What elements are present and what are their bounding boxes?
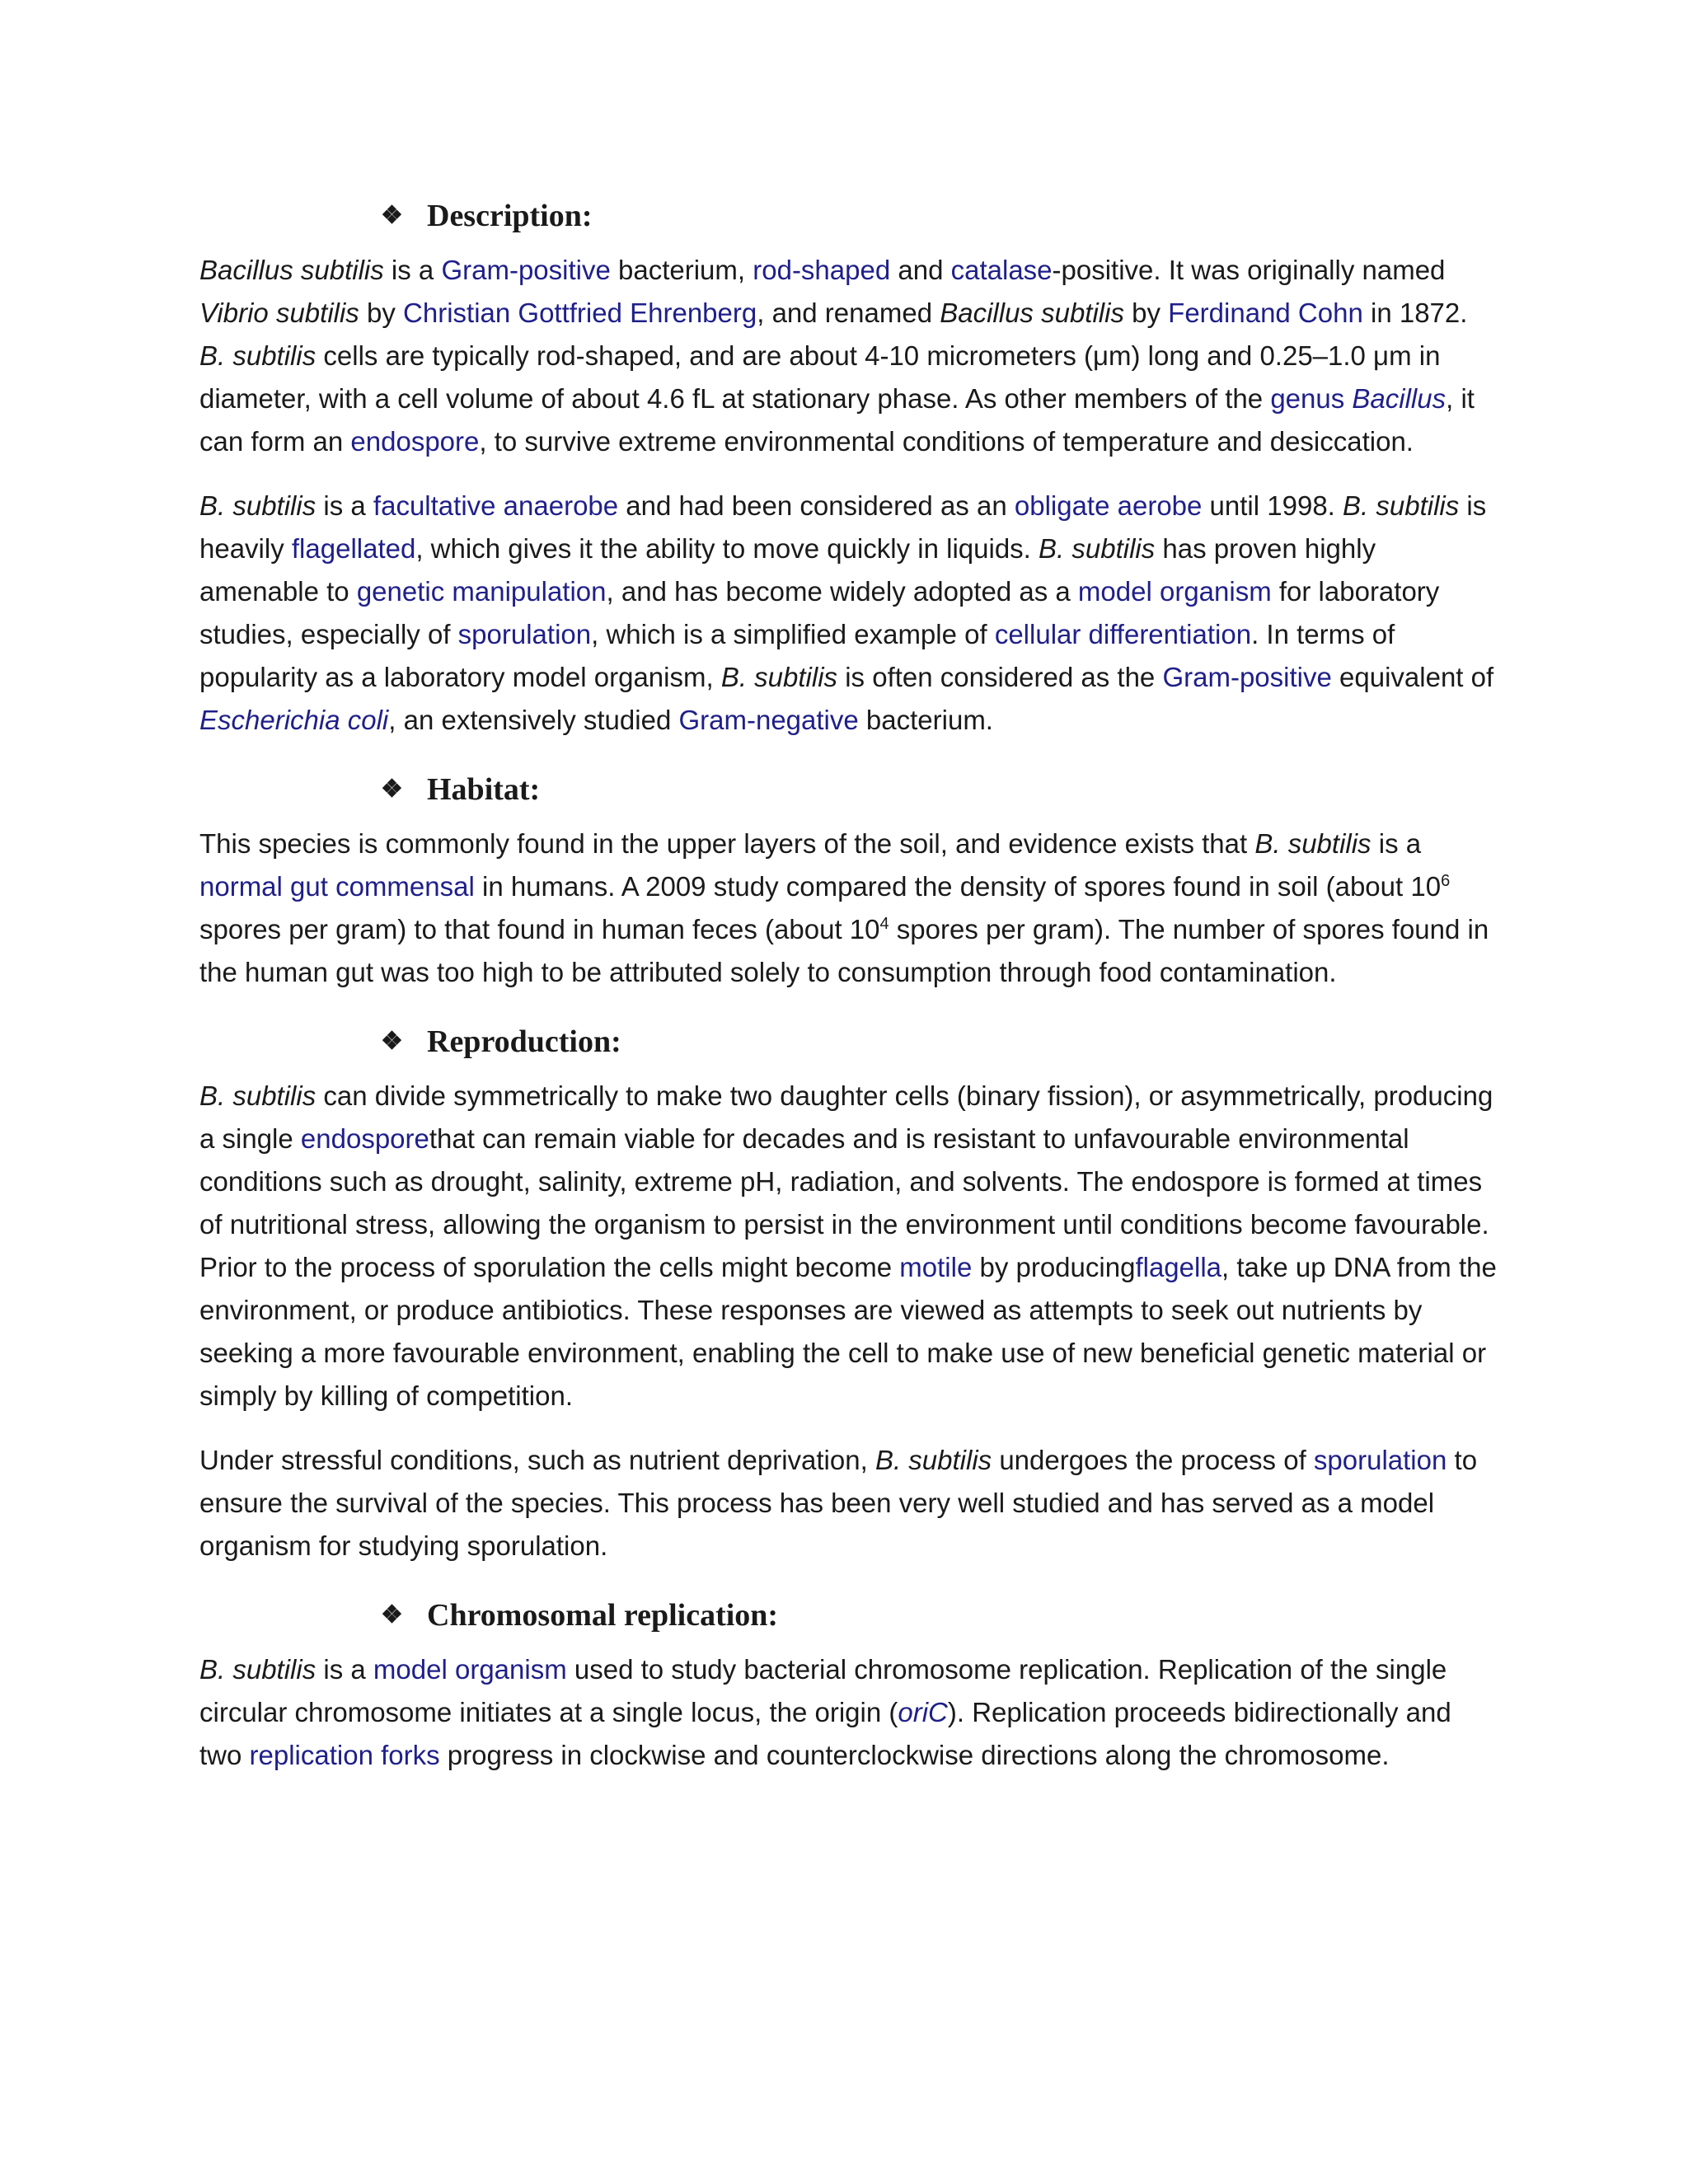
section-paragraph [199, 1648, 1498, 1777]
superscript: 4 [879, 915, 889, 933]
italic-text: B. subtilis [1039, 533, 1156, 564]
hyperlink[interactable]: genetic manipulation [356, 576, 607, 607]
section-title: Description: [427, 199, 593, 233]
bullet-diamond-icon: ❖ [381, 202, 403, 229]
text-run: progress in clockwise and counterclockwise directions along the chromosome. [439, 1740, 1390, 1770]
italic-text: B. subtilis [1343, 490, 1460, 521]
text-run: for laboratory studies, especially of [199, 576, 1440, 649]
hyperlink[interactable]: flagellated [291, 533, 416, 564]
section-title: Habitat: [427, 772, 541, 807]
text-run: undergoes the process of [992, 1445, 1314, 1475]
text-run: ). Replication proceeds bidirectionally and two [199, 1697, 1451, 1770]
italic-text: B. subtilis [874, 1445, 992, 1475]
italic-text: B. subtilis [1254, 828, 1372, 859]
text-run: , to survive extreme environmental conditions of temperature and desiccation. [479, 426, 1414, 457]
text-run: bacterium, [610, 255, 753, 285]
text-run: by producing [972, 1252, 1136, 1282]
text-run: equivalent of [1331, 662, 1494, 692]
italic-text: B. subtilis [199, 340, 316, 371]
text-run: and [890, 255, 951, 285]
hyperlink[interactable]: Escherichia coli [199, 705, 389, 735]
hyperlink[interactable]: sporulation [1313, 1445, 1447, 1475]
document-body [199, 190, 1498, 1798]
superscript: 6 [1441, 872, 1451, 890]
text-run: , and has become widely adopted as a [606, 576, 1078, 607]
text-run: spores per gram) to that found in human feces (about 10 [199, 914, 880, 944]
text-run: . In terms of popularity as a laboratory model organism, [199, 619, 1395, 692]
hyperlink[interactable]: endospore [300, 1123, 429, 1154]
text-run: This species is commonly found in the upper layers of the soil, and evidence exists that [199, 828, 1255, 859]
text-run: is often considered as the [837, 662, 1163, 692]
hyperlink[interactable]: cellular differentiation [994, 619, 1252, 649]
italic-text: Vibrio subtilis [199, 298, 359, 328]
bullet-diamond-icon: ❖ [381, 1028, 403, 1055]
text-run: -positive. It was originally named [1052, 255, 1446, 285]
hyperlink[interactable]: endospore [350, 426, 480, 457]
text-run: is a [1371, 828, 1422, 859]
italic-text: B. subtilis [199, 1080, 316, 1111]
italic-text: Bacillus subtilis [940, 298, 1124, 328]
section-paragraph [199, 249, 1498, 463]
section-paragraph [199, 1439, 1498, 1568]
text-run: by [1123, 298, 1169, 328]
text-run: to ensure the survival of the species. This process has been very well studied and has served as a model organism for studying sporulation. [199, 1445, 1478, 1561]
hyperlink[interactable]: rod-shaped [753, 255, 891, 285]
text-run: , and renamed [757, 298, 940, 328]
hyperlink[interactable]: Christian Gottfried Ehrenberg [403, 298, 757, 328]
text-run: has proven highly amenable to [199, 533, 1376, 607]
hyperlink[interactable]: flagella [1135, 1252, 1222, 1282]
hyperlink[interactable]: catalase [950, 255, 1053, 285]
section-heading [381, 763, 1498, 816]
hyperlink[interactable]: replication forks [249, 1740, 440, 1770]
italic-text: B. subtilis [199, 1654, 316, 1685]
italic-text: Bacillus subtilis [199, 255, 384, 285]
text-run: in humans. A 2009 study compared the density of spores found in soil (about 10 [474, 871, 1442, 902]
hyperlink[interactable]: oriC [898, 1697, 948, 1727]
section-paragraph [199, 1075, 1498, 1418]
section-paragraph [199, 823, 1498, 994]
text-run: , an extensively studied [388, 705, 679, 735]
text-run: is a [316, 1654, 373, 1685]
hyperlink[interactable]: Gram-positive [441, 255, 611, 285]
text-run: is heavily [199, 490, 1487, 564]
hyperlink[interactable]: Gram-negative [678, 705, 859, 735]
text-run: , which gives it the ability to move quickly in liquids. [415, 533, 1039, 564]
hyperlink[interactable]: facultative anaerobe [373, 490, 619, 521]
hyperlink[interactable]: Gram-positive [1162, 662, 1332, 692]
section-heading [381, 1015, 1498, 1068]
bullet-diamond-icon: ❖ [381, 776, 403, 803]
bullet-diamond-icon: ❖ [381, 1601, 403, 1629]
hyperlink[interactable]: genus [1270, 383, 1353, 414]
text-run: spores per gram). The number of spores found in the human gut was too high to be attributed solely to consumption through food contamination. [199, 914, 1489, 987]
text-run: can divide symmetrically to make two daughter cells (binary fission), or asymmetrically, producing a single [199, 1080, 1493, 1154]
text-run: until 1998. [1202, 490, 1343, 521]
section-title: Chromosomal replication: [427, 1598, 779, 1633]
text-run: , take up DNA from the environment, or produce antibiotics. These responses are viewed as attempts to seek out nutrients by seeking a more favourable environment, enabling the cell to make use of new beneficial genetic material or simply by killing of competition. [199, 1252, 1497, 1411]
hyperlink[interactable]: Bacillus [1352, 383, 1447, 414]
text-run: by [359, 298, 404, 328]
hyperlink[interactable]: Ferdinand Cohn [1168, 298, 1363, 328]
section-title: Reproduction: [427, 1024, 621, 1059]
hyperlink[interactable]: sporulation [457, 619, 592, 649]
text-run: is a [383, 255, 442, 285]
text-run: used to study bacterial chromosome replication. Replication of the single circular chromosome initiates at a single locus, the origin ( [199, 1654, 1447, 1727]
text-run: is a [316, 490, 373, 521]
text-run: , which is a simplified example of [591, 619, 995, 649]
hyperlink[interactable]: motile [899, 1252, 973, 1282]
text-run: Under stressful conditions, such as nutrient deprivation, [199, 1445, 875, 1475]
section-heading [381, 1589, 1498, 1642]
text-run: , it can form an [199, 383, 1475, 457]
hyperlink[interactable]: obligate aerobe [1014, 490, 1203, 521]
hyperlink[interactable]: normal gut commensal [199, 871, 475, 902]
text-run: in 1872. [1362, 298, 1468, 328]
hyperlink[interactable]: model organism [373, 1654, 567, 1685]
section-paragraph [199, 485, 1498, 742]
italic-text: B. subtilis [199, 490, 316, 521]
italic-text: B. subtilis [720, 662, 838, 692]
text-run: and had been considered as an [618, 490, 1015, 521]
text-run: that can remain viable for decades and is resistant to unfavourable environmental conditions such as drought, salinity, extreme pH, radiation, and solvents. The endospore is formed at times of nutritional stress, allowing the organism to persist in the environment until conditions become favourable. Prior to the process of sporulation the cells might become [199, 1123, 1489, 1282]
text-run: bacterium. [858, 705, 993, 735]
hyperlink[interactable]: model organism [1077, 576, 1272, 607]
section-heading [381, 190, 1498, 242]
text-run: cells are typically rod-shaped, and are about 4-10 micrometers (μm) long and 0.25–1.0 μm in diameter, with a cell volume of about 4.6 fL at stationary phase. As other members of the [199, 340, 1441, 414]
